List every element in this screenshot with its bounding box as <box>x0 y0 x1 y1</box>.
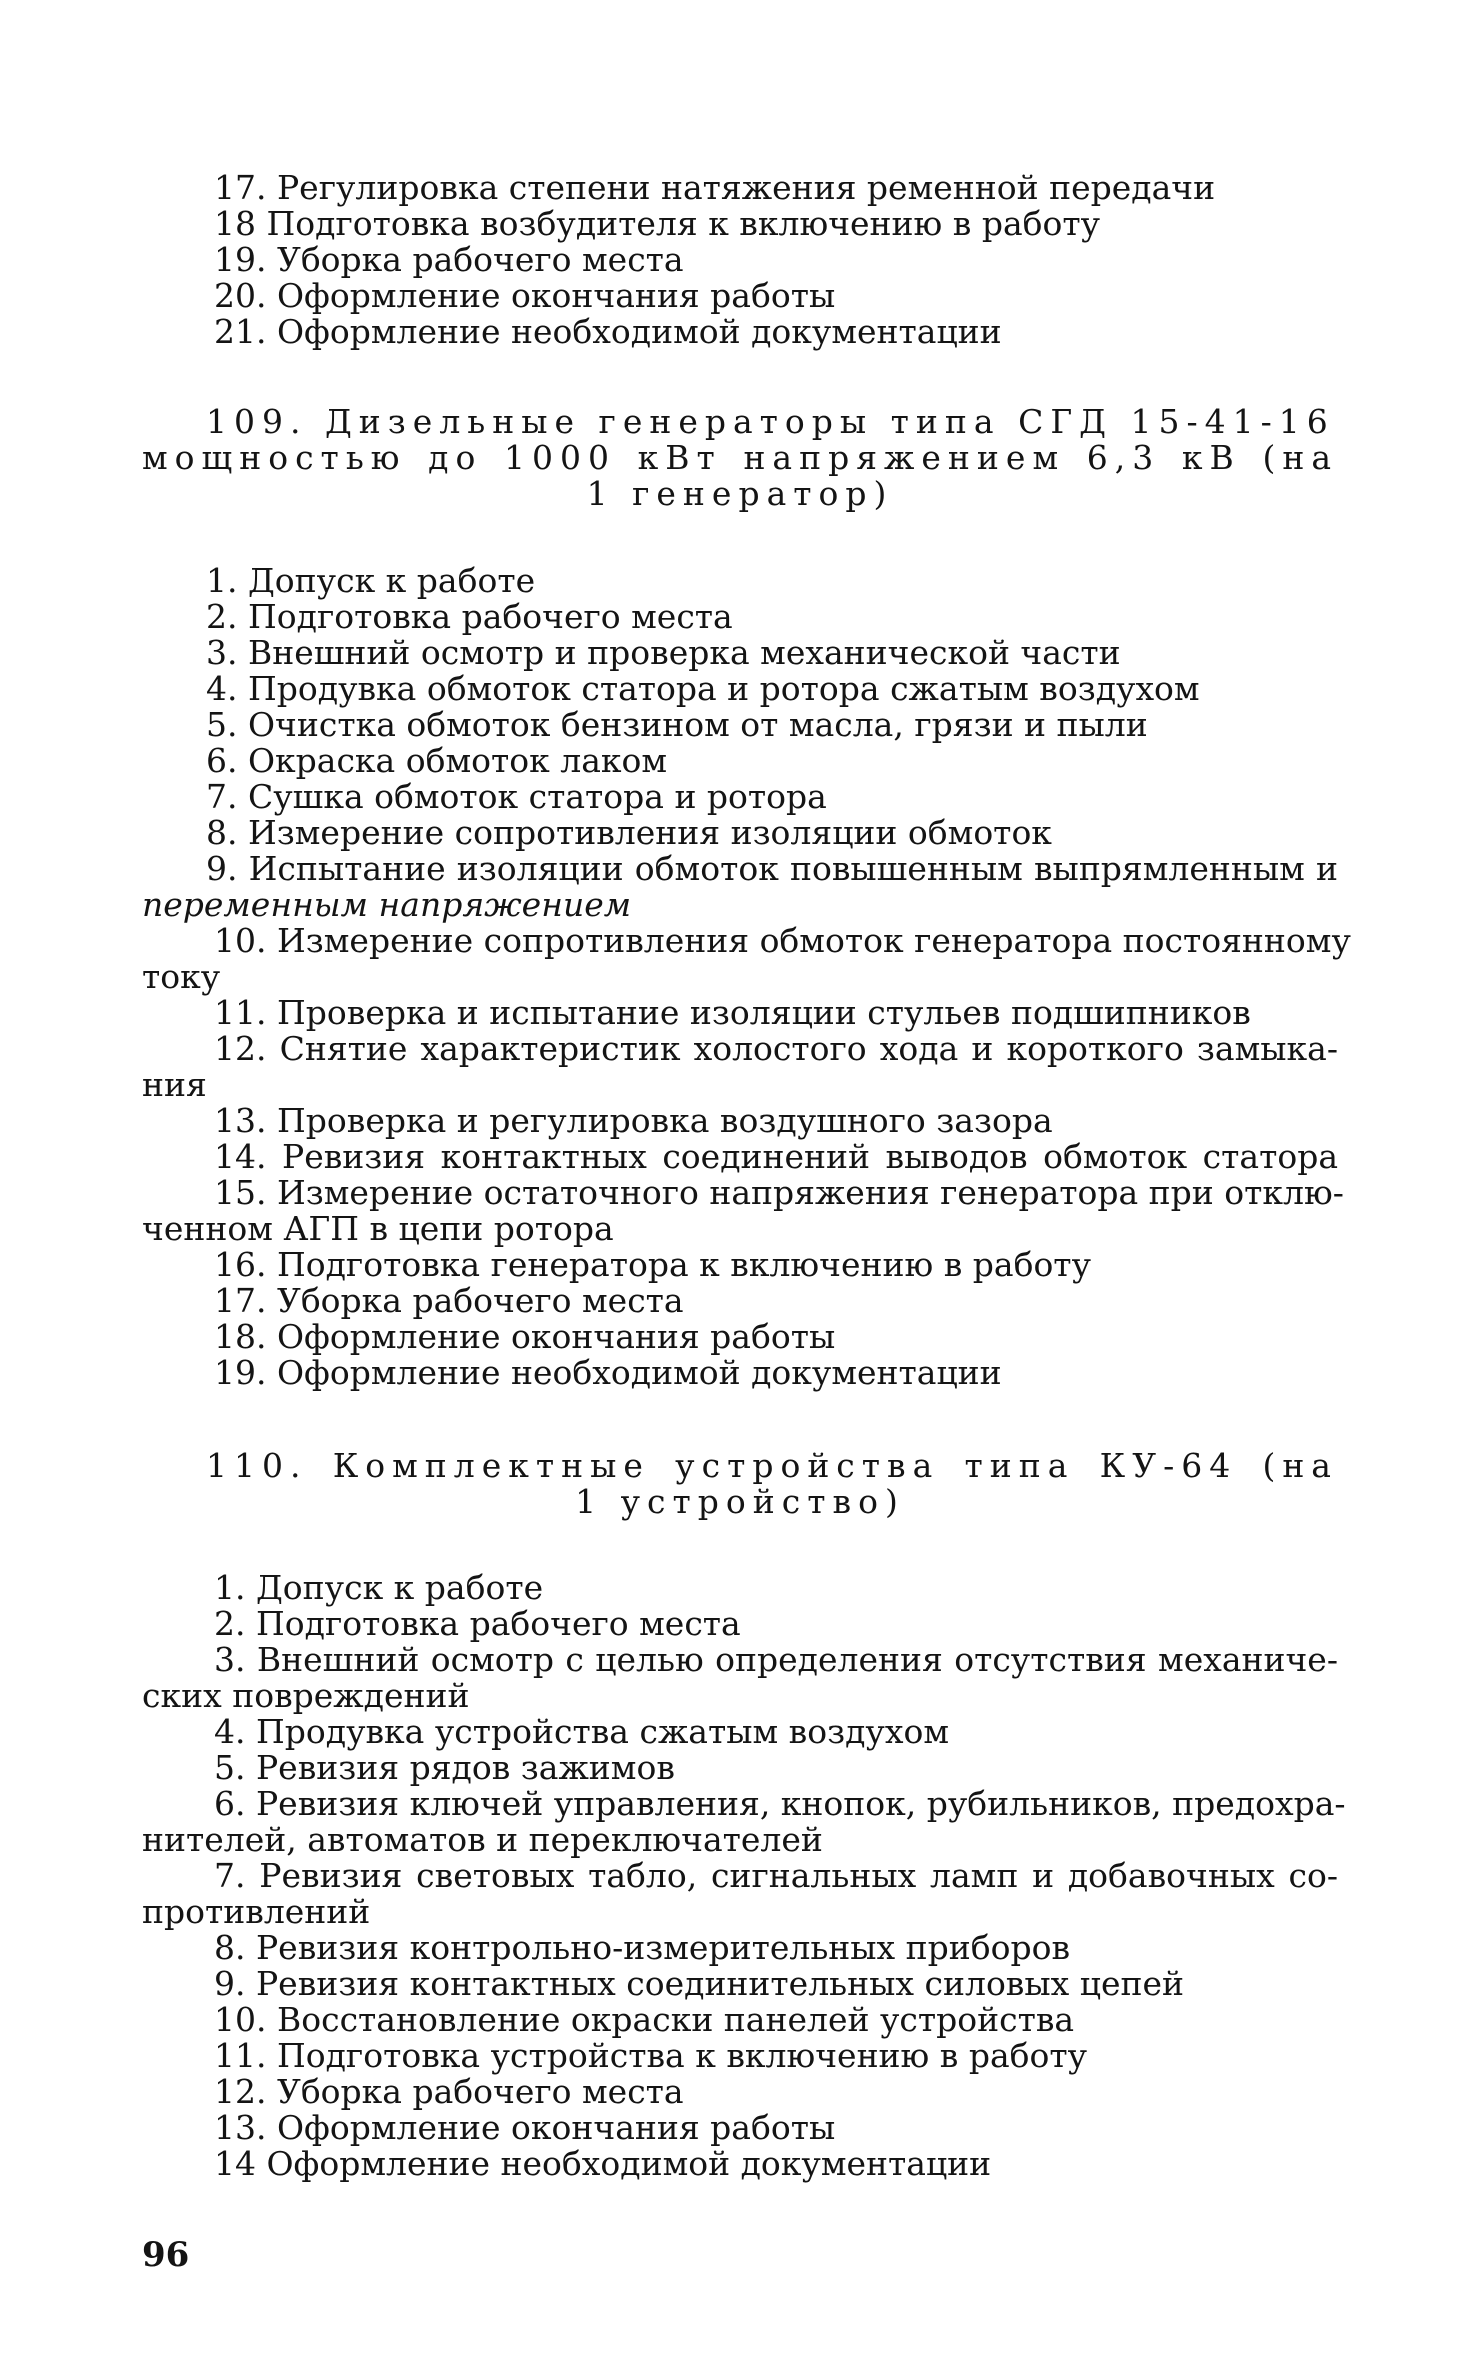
list-item: 8. Ревизия контрольно-измерительных приборов <box>214 1928 1071 1967</box>
list-item: 1. Допуск к работе <box>206 561 536 600</box>
list-item-continuation: ченном АГП в цепи ротора <box>142 1209 614 1248</box>
section-110-list <box>142 1568 1346 2183</box>
section-109-heading <box>142 404 1338 512</box>
list-item: 17. Регулировка степени натяжения ременной передачи <box>214 168 1216 207</box>
list-item: 9. Испытание изоляции обмоток повышенным выпрямленным и <box>206 849 1338 888</box>
heading-line: 1 генератор) <box>586 474 894 513</box>
list-item: 3. Внешний осмотр с целью определения отсутствия механиче- <box>214 1640 1338 1679</box>
list-item: 10. Измерение сопротивления обмоток генератора постоянному <box>214 921 1351 960</box>
list-item: 19. Уборка рабочего места <box>214 240 684 279</box>
list-item-continuation: переменным напряжением <box>142 885 632 924</box>
list-item: 20. Оформление окончания работы <box>214 276 836 315</box>
heading-line: 109. Дизельные генераторы типа СГД 15-41-16 <box>206 402 1335 441</box>
list-item: 7. Ревизия световых табло, сигнальных ламп и добавочных со- <box>214 1856 1338 1895</box>
top-list <box>142 170 1338 350</box>
list-item: 3. Внешний осмотр и проверка механической части <box>206 633 1121 672</box>
list-item-continuation: нителей, автоматов и переключателей <box>142 1820 823 1859</box>
heading-line: мощностью до 1000 кВт напряжением 6,3 кВ (на <box>142 438 1338 477</box>
list-item: 16. Подготовка генератора к включению в работу <box>214 1245 1091 1284</box>
list-item: 11. Подготовка устройства к включению в работу <box>214 2036 1088 2075</box>
list-item: 13. Оформление окончания работы <box>214 2108 836 2147</box>
heading-line: 1 устройство) <box>575 1482 905 1521</box>
list-item: 18. Оформление окончания работы <box>214 1317 836 1356</box>
list-item: 10. Восстановление окраски панелей устройства <box>214 2000 1075 2039</box>
list-item: 15. Измерение остаточного напряжения генератора при отклю- <box>214 1173 1344 1212</box>
list-item: 14 Оформление необходимой документации <box>214 2144 992 2183</box>
list-item: 5. Очистка обмоток бензином от масла, грязи и пыли <box>206 705 1148 744</box>
section-109-list <box>142 561 1351 1392</box>
list-item: 21. Оформление необходимой документации <box>214 312 1002 351</box>
list-item-continuation: противлений <box>142 1892 371 1931</box>
page-number: 96 <box>142 2235 190 2275</box>
list-item: 17. Уборка рабочего места <box>214 1281 684 1320</box>
section-110-heading <box>142 1448 1338 1520</box>
list-item: 2. Подготовка рабочего места <box>206 597 733 636</box>
list-item-continuation: ния <box>142 1065 207 1104</box>
list-item: 8. Измерение сопротивления изоляции обмоток <box>206 813 1052 852</box>
list-item: 11. Проверка и испытание изоляции стульев подшипников <box>214 993 1251 1032</box>
list-item: 4. Продувка обмоток статора и ротора сжатым воздухом <box>206 669 1200 708</box>
list-item: 6. Окраска обмоток лаком <box>206 741 668 780</box>
list-item-continuation: току <box>142 957 221 996</box>
list-item-continuation: ских повреждений <box>142 1676 470 1715</box>
list-item: 13. Проверка и регулировка воздушного зазора <box>214 1101 1053 1140</box>
list-item: 14. Ревизия контактных соединений выводов обмоток статора <box>214 1137 1338 1176</box>
list-item: 9. Ревизия контактных соединительных силовых цепей <box>214 1964 1185 2003</box>
list-item: 19. Оформление необходимой документации <box>214 1353 1002 1392</box>
list-item: 4. Продувка устройства сжатым воздухом <box>214 1712 949 1751</box>
list-item: 12. Уборка рабочего места <box>214 2072 684 2111</box>
list-item: 12. Снятие характеристик холостого хода и короткого замыка- <box>214 1029 1338 1068</box>
list-item: 6. Ревизия ключей управления, кнопок, рубильников, предохра- <box>214 1784 1346 1823</box>
list-item: 2. Подготовка рабочего места <box>214 1604 741 1643</box>
heading-line: 110. Комплектные устройства типа КУ-64 (на <box>206 1446 1338 1485</box>
list-item: 5. Ревизия рядов зажимов <box>214 1748 675 1787</box>
list-item: 7. Сушка обмоток статора и ротора <box>206 777 827 816</box>
list-item: 18 Подготовка возбудителя к включению в работу <box>214 204 1101 243</box>
list-item: 1. Допуск к работе <box>214 1568 544 1607</box>
